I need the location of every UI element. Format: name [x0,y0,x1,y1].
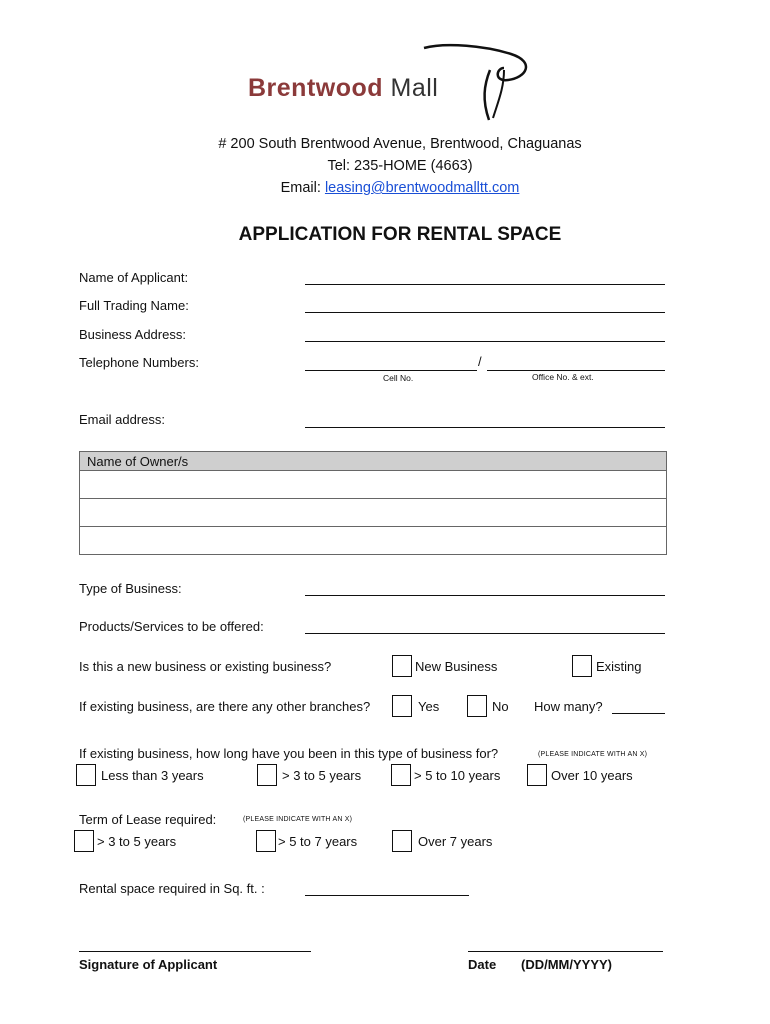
label-business-address: Business Address: [79,327,186,342]
label-full-trading-name: Full Trading Name: [79,298,189,313]
label-new-or-existing: Is this a new business or existing business? [79,659,332,674]
label-yes: Yes [418,699,440,714]
label-lease-5-to-7: > 5 to 7 years [278,834,358,849]
checkbox-5-to-10[interactable] [391,764,411,786]
field-products-services[interactable] [305,633,665,634]
label-name-of-applicant: Name of Applicant: [79,270,189,285]
owner-row[interactable] [80,471,667,499]
form-title: APPLICATION FOR RENTAL SPACE [238,224,562,245]
slash-separator: / [478,354,482,369]
label-how-many: How many? [534,699,603,714]
label-existing: Existing [596,659,642,674]
label-no: No [492,699,509,714]
checkbox-lease-5-to-7[interactable] [256,830,276,852]
please-indicate-note-2: (PLEASE INDICATE WITH AN X) [243,816,353,823]
checkbox-lease-over-7[interactable] [392,830,412,852]
field-rental-space[interactable] [305,895,469,896]
owners-table [79,451,667,555]
label-less-than-3: Less than 3 years [101,768,204,783]
label-lease-over-7: Over 7 years [418,834,493,849]
tel-line: Tel: 235-HOME (4663) [327,158,473,174]
label-products-services: Products/Services to be offered: [79,619,264,634]
label-rental-space: Rental space required in Sq. ft. : [79,881,265,896]
cell-no-caption: Cell No. [383,373,414,383]
label-5-to-10: > 5 to 10 years [414,768,501,783]
field-how-many[interactable] [612,713,665,714]
label-telephone-numbers: Telephone Numbers: [79,355,199,370]
label-term-of-lease: Term of Lease required: [79,812,217,827]
email-link[interactable]: leasing@brentwoodmalltt.com [324,180,520,196]
logo-brentwood: Brentwood [248,74,384,102]
label-3-to-5: > 3 to 5 years [282,768,362,783]
checkbox-less-than-3[interactable] [76,764,96,786]
owner-row[interactable] [80,527,667,555]
logo-mall: Mall [390,74,439,102]
office-no-caption: Office No. & ext. [532,372,594,382]
label-type-of-business: Type of Business: [79,581,182,596]
field-full-trading-name[interactable] [305,312,665,313]
field-cell-no[interactable] [305,370,477,371]
checkbox-branches-yes[interactable] [392,695,412,717]
label-how-long: If existing business, how long have you been in this type of business for? [79,746,499,761]
label-date-format: (DD/MM/YYYY) [521,957,612,972]
field-type-of-business[interactable] [305,595,665,596]
signature-line[interactable] [79,951,311,952]
address-line: # 200 South Brentwood Avenue, Brentwood, Chaguanas [218,136,582,152]
field-email-address[interactable] [305,427,665,428]
label-lease-3-to-5: > 3 to 5 years [97,834,177,849]
label-new-business: New Business [415,659,498,674]
checkbox-branches-no[interactable] [467,695,487,717]
checkbox-lease-3-to-5[interactable] [74,830,94,852]
field-business-address[interactable] [305,341,665,342]
owners-table-header: Name of Owner/s [80,452,667,471]
checkbox-new-business[interactable] [392,655,412,677]
please-indicate-note: (PLEASE INDICATE WITH AN X) [538,751,648,758]
checkbox-3-to-5[interactable] [257,764,277,786]
checkbox-over-10[interactable] [527,764,547,786]
owner-row[interactable] [80,499,667,527]
label-date: Date [468,957,497,972]
label-other-branches: If existing business, are there any other branches? [79,699,371,714]
field-office-no[interactable] [487,370,665,371]
label-over-10: Over 10 years [551,768,633,783]
logo [246,40,546,130]
label-email-address: Email address: [79,412,165,427]
label-signature: Signature of Applicant [79,957,218,972]
date-line[interactable] [468,951,663,952]
checkbox-existing[interactable] [572,655,592,677]
field-name-of-applicant[interactable] [305,284,665,285]
email-line: Email: leasing@brentwoodmalltt.com [280,180,520,196]
